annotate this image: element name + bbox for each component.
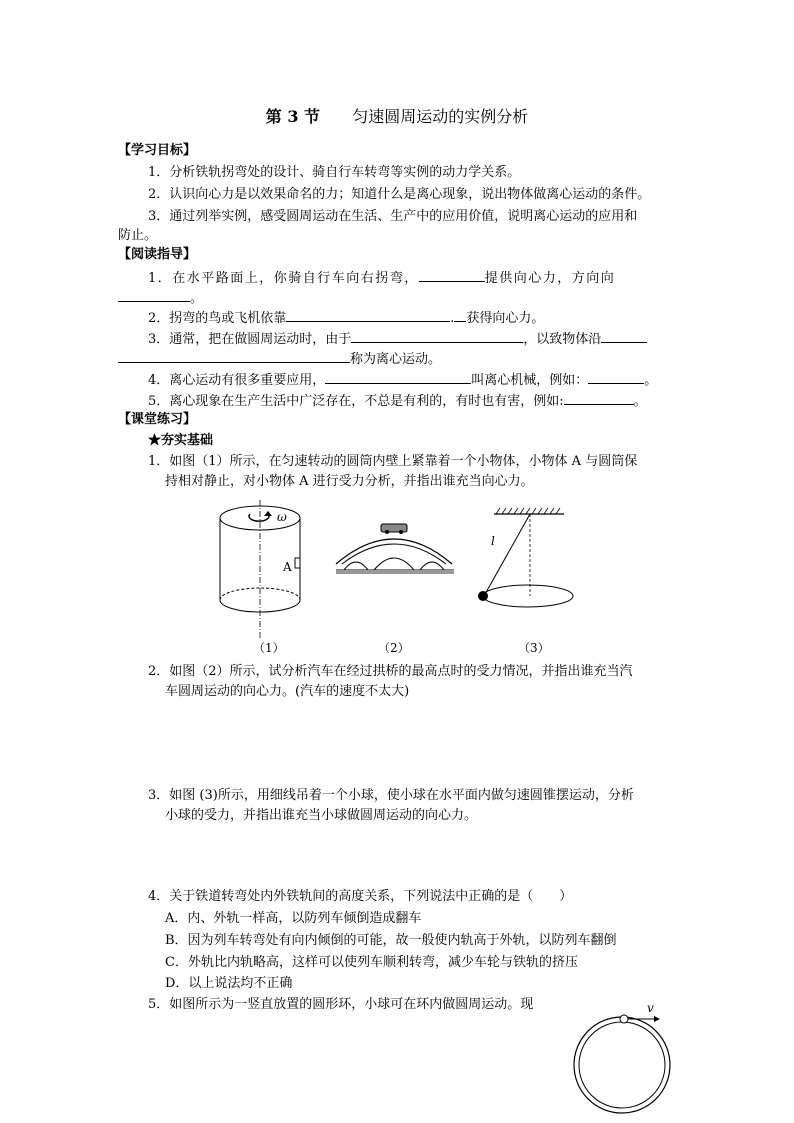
problem-3-line: 小球的受力，并指出谁充当小球做圆周运动的向心力。 bbox=[165, 808, 478, 823]
problem-2-line: 2．如图（2）所示，试分析汽车在经过拱桥的最高点时的受力情况，并指出谁充当汽 bbox=[148, 664, 633, 679]
problem-4-option[interactable]: C．外轨比内轨略高，这样可以使列车顺利转弯，减少车轮与铁轨的挤压 bbox=[165, 955, 578, 970]
answer-blank[interactable] bbox=[118, 288, 190, 302]
goal-item: 3．通过列举实例，感受圆周运动在生活、生产中的应用价值，说明离心运动的应用和 bbox=[148, 209, 638, 224]
section-title: 匀速圆周运动的实例分析 bbox=[352, 107, 529, 126]
star-icon: ★ bbox=[148, 433, 162, 448]
answer-blank[interactable] bbox=[564, 391, 634, 405]
problem-4-option[interactable]: D．以上说法均不正确 bbox=[165, 976, 293, 991]
figure-vertical-ring bbox=[574, 1003, 674, 1118]
guide-heading: 【阅读指导】 bbox=[118, 247, 197, 262]
answer-blank[interactable] bbox=[588, 370, 644, 384]
guide-q5: 5．离心现象在生产生活中广泛存在，不总是有利的，有时也有害，例如: 。 bbox=[148, 391, 647, 411]
guide-q3: 3．通常，把在做圆周运动时，由于 ，以致物体沿 bbox=[148, 329, 647, 349]
practice-subheading: ★夯实基础 bbox=[148, 433, 214, 448]
problem-1-line: 持相对静止，对小物体 A 进行受力分析，并指出谁充当向心力。 bbox=[165, 474, 534, 489]
object-a-label: A bbox=[283, 560, 292, 574]
answer-blank[interactable] bbox=[351, 329, 523, 343]
figure-conical-pendulum bbox=[470, 508, 580, 618]
problem-4-stem: 4．关于铁道转弯处内外铁轨间的高度关系，下列说法中正确的是（ ） bbox=[148, 889, 573, 904]
problem-5-line: 5．如图所示为一竖直放置的圆形环，小球可在环内做圆周运动。现 bbox=[148, 997, 534, 1012]
guide-q1: 1．在水平路面上，你骑自行车向右拐弯， 提供向心力，方向向 bbox=[148, 268, 615, 288]
figure-arch-bridge bbox=[336, 522, 456, 578]
page-title bbox=[0, 106, 794, 128]
practice-heading: 【课堂练习】 bbox=[118, 412, 197, 427]
figure-caption: （1） bbox=[253, 641, 285, 655]
goal-item: 1．分析铁轨拐弯处的设计、骑自行车转弯等实例的动力学关系。 bbox=[148, 165, 521, 180]
length-label: l bbox=[491, 534, 495, 548]
velocity-label: v bbox=[647, 1001, 654, 1015]
problem-1-line: 1．如图（1）所示，在匀速转动的圆筒内壁上紧靠着一个小物体，小物体 A 与圆筒保 bbox=[148, 454, 638, 469]
goal-item: 防止。 bbox=[118, 228, 158, 243]
figure-cylinder bbox=[210, 500, 310, 630]
answer-blank[interactable] bbox=[286, 308, 450, 322]
answer-blank[interactable] bbox=[419, 268, 485, 282]
guide-q3-cont: 称为离心运动。 bbox=[118, 349, 441, 369]
guide-q4: 4．离心运动有很多重要应用， 叫离心机械，例如： 。 bbox=[148, 370, 657, 390]
goals-heading: 【学习目标】 bbox=[118, 143, 197, 158]
guide-q1-cont: 。 bbox=[118, 288, 203, 308]
problem-2-line: 车圆周运动的向心力。(汽车的速度不太大) bbox=[165, 684, 410, 699]
figure-caption: （2） bbox=[378, 641, 410, 655]
omega-label: ω bbox=[277, 510, 287, 524]
figure-caption: （3） bbox=[518, 641, 550, 655]
answer-blank[interactable] bbox=[454, 308, 466, 322]
problem-4-option[interactable]: A．内、外轨一样高，以防列车倾倒造成翻车 bbox=[165, 911, 422, 926]
answer-blank[interactable] bbox=[325, 370, 471, 384]
answer-blank[interactable] bbox=[118, 349, 350, 363]
guide-q2: 2．拐弯的鸟或飞机依靠 . 获得向心力。 bbox=[148, 308, 544, 328]
problem-3-line: 3．如图 (3)所示，用细线吊着一个小球，使小球在水平面内做匀速圆锥摆运动，分析 bbox=[148, 788, 634, 803]
goal-item: 2．认识向心力是以效果命名的力；知道什么是离心现象，说出物体做离心运动的条件。 bbox=[148, 187, 651, 202]
answer-blank[interactable] bbox=[601, 329, 647, 343]
section-number: 第 3 节 bbox=[265, 107, 321, 126]
problem-4-option[interactable]: B．因为列车转弯处有向内倾倒的可能，故一般使内轨高于外轨，以防列车翻倒 bbox=[165, 933, 617, 948]
